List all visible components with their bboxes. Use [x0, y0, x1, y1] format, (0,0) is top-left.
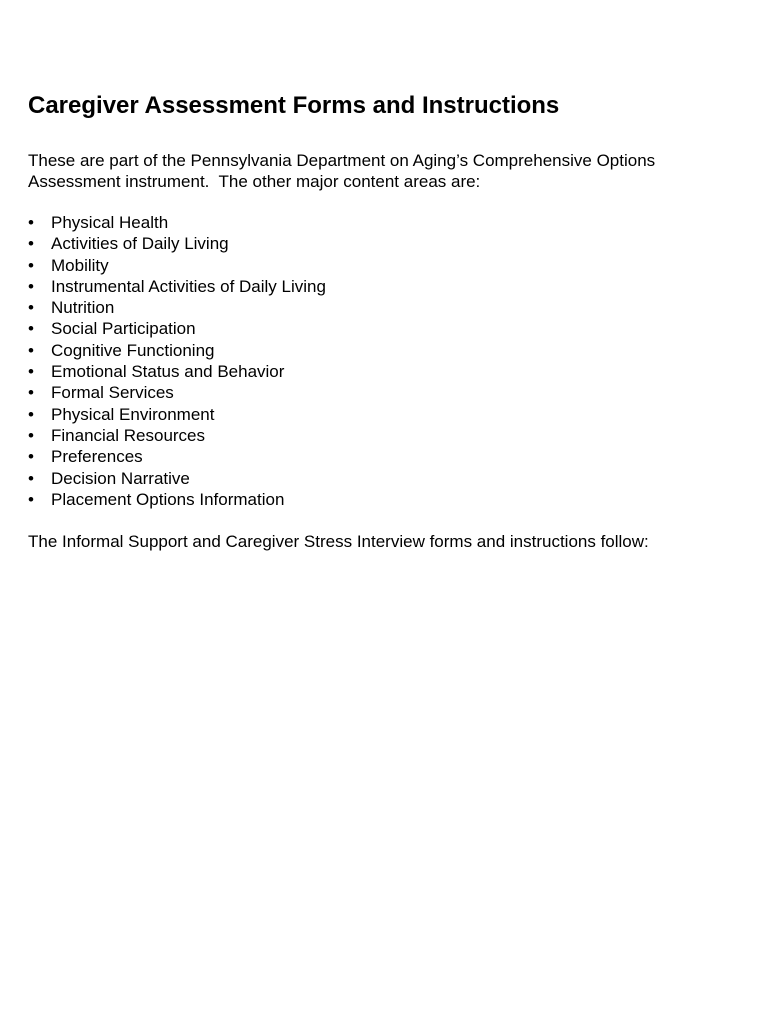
- list-item: [28, 361, 326, 382]
- list-item: [28, 425, 326, 446]
- list-item-label: Physical Health: [51, 213, 169, 232]
- intro-line: Assessment instrument. The other major content areas are:: [28, 172, 481, 191]
- bullet-icon: •: [28, 276, 34, 296]
- intro-line: These are part of the Pennsylvania Department on Aging’s Comprehensive Options: [28, 151, 656, 170]
- bullet-icon: •: [28, 489, 34, 509]
- list-item: [28, 446, 326, 467]
- list-item: [28, 489, 326, 510]
- bullet-icon: •: [28, 319, 34, 339]
- list-item: [28, 318, 326, 339]
- list-item-label: Formal Services: [51, 383, 174, 403]
- list-item: [28, 212, 326, 233]
- list-item-label: Placement Options Information: [51, 489, 285, 509]
- list-item: [28, 382, 326, 403]
- list-item: [28, 233, 326, 254]
- bullet-icon: •: [28, 255, 34, 275]
- bullet-icon: •: [28, 213, 34, 232]
- bullet-icon: •: [28, 298, 34, 318]
- list-item: [28, 468, 326, 489]
- list-item: [28, 340, 326, 361]
- bullet-icon: •: [28, 425, 34, 445]
- list-item-label: Activities of Daily Living: [51, 234, 229, 254]
- list-item: [28, 255, 326, 276]
- list-item: [28, 404, 326, 425]
- list-item-label: Instrumental Activities of Daily Living: [51, 276, 326, 296]
- list-item: [28, 297, 326, 318]
- list-item-label: Social Participation: [51, 319, 196, 339]
- intro-paragraph: [28, 150, 738, 192]
- list-item-label: Preferences: [51, 447, 143, 467]
- list-item-label: Mobility: [51, 255, 109, 275]
- list-item-label: Financial Resources: [51, 425, 206, 445]
- list-item: [28, 276, 326, 297]
- bullet-icon: •: [28, 468, 34, 488]
- list-item-label: Cognitive Functioning: [51, 340, 215, 360]
- page-title: Caregiver Assessment Forms and Instructions: [28, 92, 560, 119]
- closing-paragraph: The Informal Support and Caregiver Stress Interview forms and instructions follow:: [28, 532, 649, 551]
- bullet-icon: •: [28, 340, 34, 360]
- bullet-icon: •: [28, 447, 34, 467]
- bullet-icon: •: [28, 404, 34, 424]
- bullet-icon: •: [28, 383, 34, 403]
- content-areas-list: [28, 212, 326, 510]
- bullet-icon: •: [28, 234, 34, 254]
- list-item-label: Emotional Status and Behavior: [51, 362, 285, 382]
- list-item-label: Physical Environment: [51, 404, 215, 424]
- list-item-label: Nutrition: [51, 298, 115, 318]
- list-item-label: Decision Narrative: [51, 468, 190, 488]
- bullet-icon: •: [28, 362, 34, 382]
